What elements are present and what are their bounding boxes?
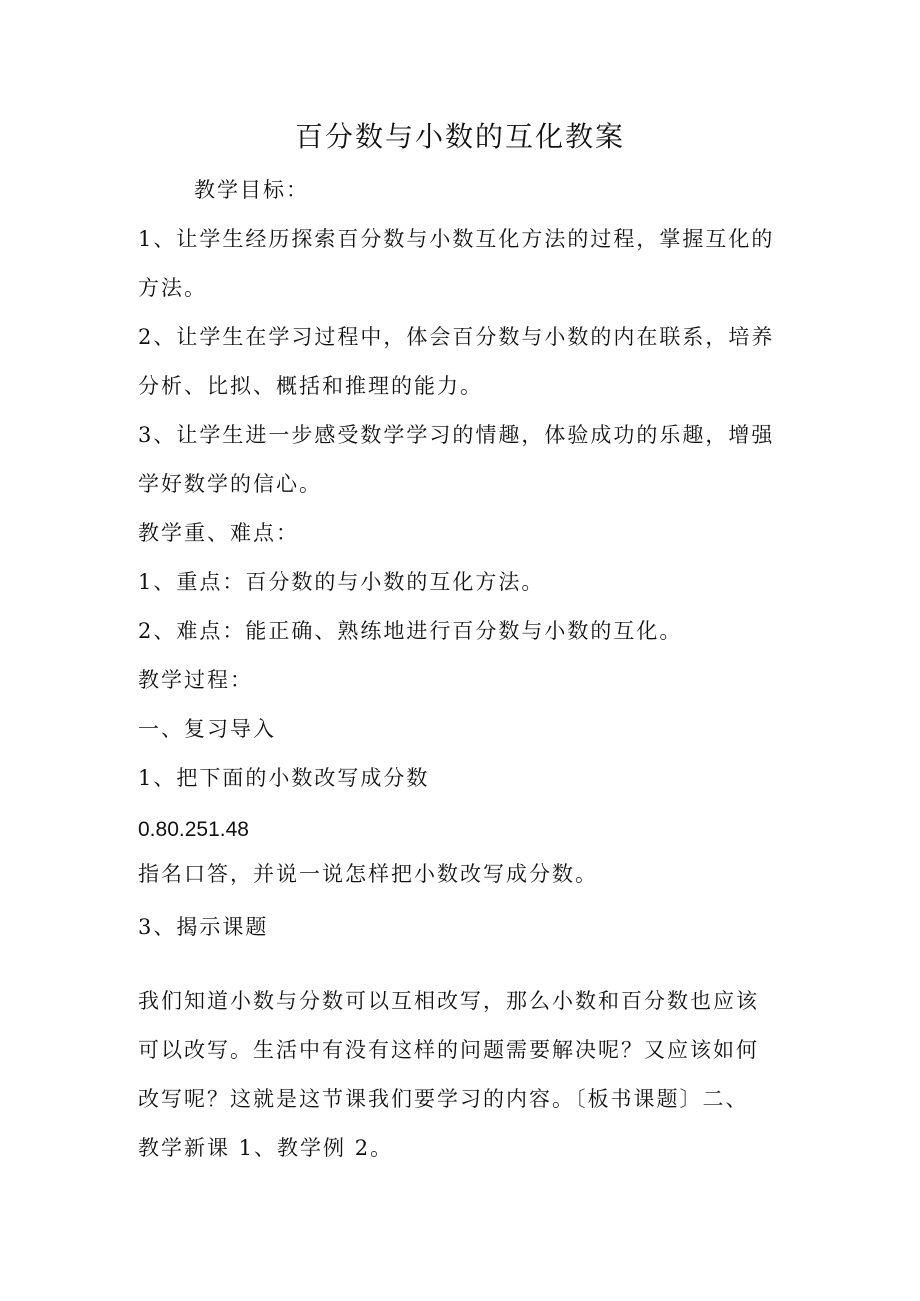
section-1-heading: 一、复习导入: [138, 717, 276, 741]
goal-1-line-1: 1、让学生经历探索百分数与小数互化方法的过程，掌握互化的: [138, 227, 775, 251]
goal-2-line-2: 分析、比拟、概括和推理的能力。: [138, 374, 483, 398]
paragraph-line-1: 我们知道小数与分数可以互相改写，那么小数和百分数也应该: [138, 989, 759, 1013]
goal-1-line-2: 方法。: [138, 276, 207, 300]
goal-2-line-1: 2、让学生在学习过程中，体会百分数与小数的内在联系，培养: [138, 325, 775, 349]
paragraph-line-4: 教学新课 1、教学例 2。: [138, 1136, 394, 1160]
goal-3-line-1: 3、让学生进一步感受数学学习的情趣，体验成功的乐趣，增强: [138, 423, 775, 447]
document-title: 百分数与小数的互化教案: [294, 120, 625, 153]
paragraph-line-2: 可以改写。生活中有没有这样的问题需要解决呢？又应该如何: [138, 1038, 759, 1062]
step-3: 3、揭示课题: [138, 915, 269, 939]
paragraph-line-3: 改写呢？这就是这节课我们要学习的内容。〔板书课题〕二、: [138, 1087, 749, 1111]
goal-3-line-2: 学好数学的信心。: [138, 472, 322, 496]
answer-note: 指名口答，并说一说怎样把小数改写成分数。: [138, 862, 598, 886]
goals-heading: 教学目标：: [194, 178, 309, 202]
decimal-numbers: 0.80.251.48: [138, 818, 249, 841]
keypoints-heading: 教学重、难点：: [138, 521, 299, 545]
process-heading: 教学过程：: [138, 668, 253, 692]
keypoint-2: 2、难点：能正确、熟练地进行百分数与小数的互化。: [138, 619, 683, 643]
step-1: 1、把下面的小数改写成分数: [138, 766, 430, 790]
keypoint-1: 1、重点：百分数的与小数的互化方法。: [138, 570, 545, 594]
